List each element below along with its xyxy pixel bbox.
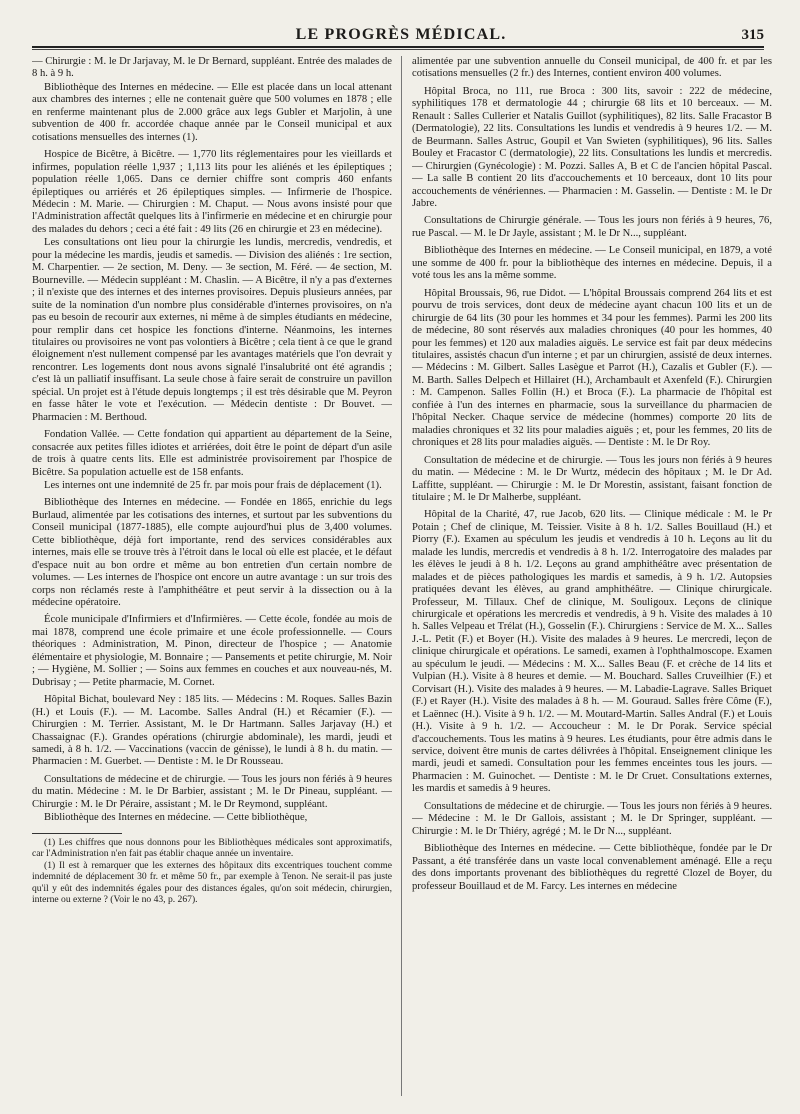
paragraph: Consultations de Chirurgie générale. — Tous les jours non fériés à 9 heures, 76, rue Pascal. — M. le Dr Jayle, assistant ; M. le Dr N..., suppléant. [412,215,772,239]
header-rule-thin [32,49,764,50]
paragraph: Consultations de médecine et de chirurgie. — Tous les jours non fériés à 9 heures. — Médecine : M. le Dr Gallois, assistant ; M. le Dr Springer, suppléant. — Chirurgie : M. le Dr Thiéry, agrégé ; M. le Dr N..., suppléant. [412,800,772,837]
column-divider [392,56,412,1104]
paragraph: Hôpital Bichat, boulevard Ney : 185 lits. — Médecins : M. Roques. Salles Bazin (H.) et Louis (F.). — M. Lacombe. Salles Andral (H.) et Récamier (F.). — Chirurgien : M. Terrier. Assistant, M. le Dr Hartmann. Salles Jarjavay (H.) et Chassaignac (F.). Grandes opérations (chirurgie abdominale), les mardi, jeudi et samedi, à 8 h. 1/2. — Vaccinations (vaccin de génisse), le lundi à 8 h. du matin. — Pharmacien : M. Guerbet. — Dentiste : M. le Dr Rousseau. [32,694,392,768]
paragraph: Bibliothèque des Internes en médecine. — Cette bibliothèque, fondée par le Dr Passant, a été transférée dans un vaste local convenablement aménagé. Elle a reçu des dons importants provenant des bibliothèques du regretté Clozel de Boyer, du professeur Bouillaud et de M. Farcy. Les internes en médecine [412,843,772,892]
paragraph: Hôpital de la Charité, 47, rue Jacob, 620 lits. — Clinique médicale : M. le Pr Potain ; Chef de clinique, M. Teissier. Visite à 8 h. 1/2. Salles Bouillaud (H.) et Piorry (F.). Examen au spéculum les jeudis et vendredis à 10 h. Leçons au lit du malade les lundis, mercredis et vendredis à 8 h. 1/2. Interrogatoire des malades par les élèves le jeudi à 8 h. 1/2. Leçons au grand amphithéâtre avec présentation de malades et de pièces pathologiques les mardis et samedis, à 9 h. 1/2. Autopsies pratiquées devant les élèves, au grand amphithéâtre. — Clinique chirurgicale. Professeur, M. Tillaux. Chef de clinique, M. Souligoux. Leçons de clinique chirurgicale et opérations les mercredis et vendredis, à 9 h. Visite des malades à 10 h. Salles Velpeau et Trélat (H.), Gosselin (F.). Chirurgiens : Service de M. X... Salles J.-L. Petit (F.) et Boyer (H.). Visite des malades à 9 heures. Le mercredi, leçon de clinique chirurgicale et opérations. Le samedi, examen à l'ophthalmoscope. Examen au spéculum le jeudi. — Médecins : M. X... Salles Beau (F. et crèche de 14 lits et Vulpian (H.). Visite à 8 heures et demie. — M. Bouchard. Salles Cruveilhier (F.) et Corvisart (H.). Visite des malades à 9 heures. — M. Labadie-Lagrave. Salles Briquet (F.) et Rayer (H.). Visite des malades à 8 h. — M. Gouraud. Salles frère Côme (F.), et Laënnec (H.). Visite à 9 h. 1/2. — M. Moutard-Martin. Salles Andral (F.) et Louis (H.). Visite à 9 h. 1/2. — Accoucheur : M. le Dr Porak. Service spécial d'accouchements. Tous les matins à 9 heures. Les étudiants, pour être admis dans le service, doivent être munis de cartes délivrées à l'hôpital. Enseignement clinique les mardi, jeudi et samedi. Consultation pour les femmes enceintes tous les jours. — Pharmacien : M. Guinochet. — Dentiste : M. le Dr Cruet. Consultations externes, les mardis et samedis à 9 heures. [412,509,772,795]
paragraph: Hôpital Broca, no 111, rue Broca : 300 lits, savoir : 222 de médecine, syphilitiques 178 et dermatologie 44 ; chirurgie 68 lits et 10 berceaux. — M. Renault : Salles Cullerier et Natalis Guillot (syphilitiques), 82 lits. Salle Fracastor B (Dermatologie), 22 lits. Consultations les lundis et vendredis à 9 heures 1/2. — M. de Beurmann. Salles Astruc, Goupil et Van Swieten (syphilitiques), 96 lits. Salles Bouley et Fracastor C (dermatologie), 22 lits. Consultations les lundis et mercredis. — Chirurgien (Gynécologie) : M. Pozzi. Salles A, B et C de l'ancien hôpital Pascal. — La salle B contient 20 lits d'accouchements et 10 berceaux, dont 10 lits pour accouchements de vénériennes. — Pharmacien : M. Gasselin. — Dentiste : M. le Dr Jabre. [412,85,772,209]
paragraph: — Chirurgie : M. le Dr Jarjavay, M. le Dr Bernard, suppléant. Entrée des malades de 8 h. à 9 h. [32,56,392,80]
paragraph: Bibliothèque des Internes en médecine. — Elle est placée dans un local attenant aux chambres des internes ; elle ne contenait guère que 500 volumes en 1878 ; elle en renferme maintenant plus de 2.000 grâce aux legs Gubler et Marjolin, à une subvention de 400 fr. accordée chaque année par le Conseil municipal et aux cotisations mensuelles des internes (1). [32,81,392,143]
footnote-rule [32,833,122,834]
text-columns [32,56,772,1104]
left-column [32,56,392,1104]
right-column [412,56,772,1104]
footnote: (1) Il est à remarquer que les externes des hôpitaux dits excentriques touchent comme indemnité de déplacement 30 fr. et même 50 fr., par exemple à Tenon. Ne serait-il pas juste qu'il y eût des indemnités égales pour des distances égales, qu'on soit médecin, chirurgien, interne ou externe ? (Voir le no 43, p. 267). [32,860,392,905]
paragraph: Bibliothèque des Internes en médecine. — Cette bibliothèque, [44,812,308,824]
paragraph: Consultations de médecine et de chirurgie. — Tous les jours non fériés à 9 heures du matin. Médecine : M. le Dr Barbier, assistant ; M. le Dr Pineau, suppléant. — Chirurgie : M. le Dr Péraire, assistant ; M. le Dr Reymond, suppléant. [32,773,392,810]
journal-title: LE PROGRÈS MÉDICAL. [295,26,507,43]
paragraph: Consultation de médecine et de chirurgie. — Tous les jours non fériés à 9 heures du matin. — Médecine : M. le Dr Wurtz, médecin des hôpitaux ; M. le Dr Ad. Laffitte, suppléant. — Chirurgie : M. le Dr Morestin, assistant, faisant fonction de titulaire ; M. le Dr Malherbe, suppléant. [412,454,772,503]
footnote: (1) Les chiffres que nous donnons pour les Bibliothèques médicales sont approximatifs, car l'Administration n'en fait pas établir chaque année un inventaire. [32,836,392,859]
paragraph: Fondation Vallée. — Cette fondation qui appartient au département de la Seine, consacrée aux petites filles idiotes et arriérées, doit être le point de départ d'un asile de trois à quatre cents lits. Elle est administrée provisoirement par l'hospice de Bicêtre. Sa population actuelle est de 158 enfants. [32,429,392,478]
paragraph: Les internes ont une indemnité de 25 fr. par mois pour frais de déplacement (1). [44,479,382,491]
header-rule [32,46,764,48]
paragraph: Hôpital Broussais, 96, rue Didot. — L'hôpital Broussais comprend 264 lits et est pourvu de trois services, dont deux de médecine ayant chacun 100 lits et un de chirurgie de 64 lits (30 pour les hommes et 34 pour les femmes). Parmi les 200 lits de médecine, 80 sont réservés aux maladies chroniques (40 pour les hommes, 40 pour les femmes) et 120 aux maladies aiguës. Le service est fait par deux médecins titulaires, assistés chacun d'un interne ; et par un chirurgien, assisté de deux internes. — Médecins : M. Gilbert. Salles Lasègue et Parrot (H.), Cazalis et Gubler (F.). — M. Barth. Salles Delpech et Hillairet (H.), Archambault et Axenfeld (F.). Chirurgien : M. Campenon. Salles Follin (H.) et Broca (F.). La pharmacie de l'hôpital est confiée à l'un des internes en pharmacie, sous la surveillance du pharmacien de l'hôpital Necker. Chaque service de médecine (hommes) comporte 20 lits de maladies chroniques et 32 lits pour maladies aiguës ; et, pour les femmes, 20 lits de chroniques et 28 lits pour maladies aiguës. — Dentiste : M. le Dr Roy. [412,287,772,449]
paragraph: Les consultations ont lieu pour la chirurgie les lundis, mercredis, vendredis, et pour la médecine les mardis, jeudis et samedis. — Division des aliénés : 1re section, M. Charpentier. — 2e section, M. Deny. — 3e section, M. Féré. — 4e section, M. Bourneville. — Médecin suppléant : M. Chaslin. — A Bicêtre, il n'y a pas d'externes ; il n'existe que des internes et des internes provisoires. Depuis plusieurs années, par suite de la nomination d'un nombre plus considérable d'internes provisoires, on n'a pas eu besoin de recourir aux externes, ni même à de simples étudiants en médecine, pour remplir dans cet hospice les fonctions d'interne. Néanmoins, les internes titulaires ou provisoires ne vont pas volontiers à Bicêtre ; cela tient à ce que le grand éloignement n'est nullement compensé par les avantages matériels que l'on devrait y rencontrer. Les logements dont nous avons signalé l'insalubrité ont été agrandis ; c'est là un palliatif insuffisant. La seule chose à faire serait de construire un pavillon spécial. Un projet est à l'étude depuis longtemps ; il est très désirable que M. Peyron en fasse hâter le vote et l'exécution. — Médecin dentiste : Dr Bouvet. — Pharmacien : M. Berthoud. [32,237,392,423]
page-number: 315 [741,27,764,43]
paragraph: Bibliothèque des Internes en médecine. — Fondée en 1865, enrichie du legs Burlaud, alimentée par les cotisations des internes, et surtout par les subventions du Conseil municipal (1877-1885), elle compte aujourd'hui plus de 3,400 volumes. Cette bibliothèque, déjà fort importante, rend des services considérables aux internes, mais elle se trouve très à l'étroit dans le local où elle est placée, et le défaut d'espace nuit au bon ordre et même au bon entretien d'un certain nombre de volumes. — Les internes de l'hospice ont encore un autre avantage : un sur trois des corps non réclamés reste à l'amphithéâtre et peut servir à la dissection ou à la médecine opératoire. [32,497,392,609]
paragraph: École municipale d'Infirmiers et d'Infirmières. — Cette école, fondée au mois de mai 1878, comprend une école primaire et une école professionnelle. — Cours théoriques : Administration, M. Pinon, directeur de l'hospice ; — Anatomie élémentaire et physiologie, M. Bonnaire ; — Pansements et petite chirurgie, M. Noir ; — Hygiène, M. Sollier ; — Soins aux femmes en couches et aux nouveau-nés, M. Dubrisay ; — Petite pharmacie, M. Cornet. [32,614,392,688]
paragraph: Hospice de Bicêtre, à Bicêtre. — 1,770 lits réglementaires pour les vieillards et infirmes, population réelle 1,937 ; 1,113 lits pour les aliénés et les épileptiques ; population réelle 1,065. Dans ce dernier chiffre sont compris 460 enfants épileptiques ou arriérés et 26 épileptiques simples. — Infirmerie de l'hospice. Médecin : M. Marie. — Chirurgien : M. Chaput. — Nous avons insisté pour que l'Administration affectât quelques lits à l'infirmerie en médecine et en chirurgie pour des malades du dehors ; ceci a été fait : 49 lits (26 en chirurgie et 23 en médecine). [32,149,392,235]
paragraph: alimentée par une subvention annuelle du Conseil municipal, de 400 fr. et par les cotisations mensuelles (2 fr.) des Internes, contient environ 400 volumes. [412,56,772,80]
paragraph: Bibliothèque des Internes en médecine. — Le Conseil municipal, en 1879, a voté une somme de 400 fr. pour la bibliothèque des internes en médecine. Depuis, il a voté tous les ans la même somme. [412,245,772,282]
